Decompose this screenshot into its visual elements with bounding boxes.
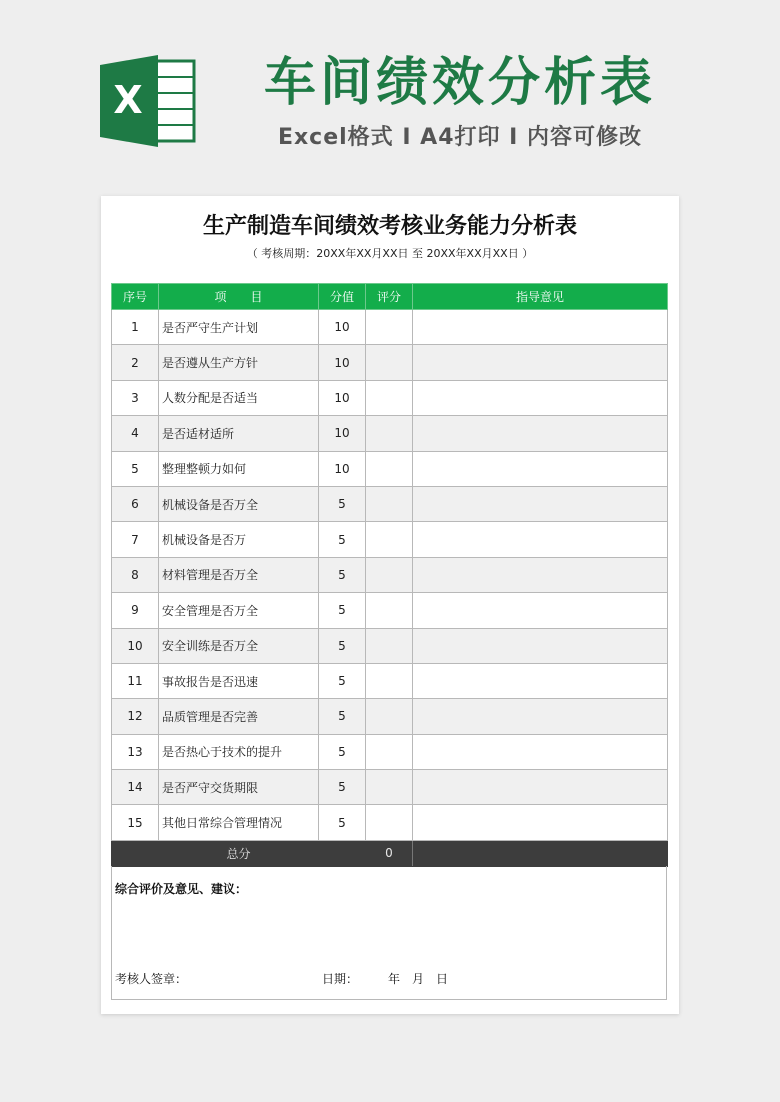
- row-number: 9: [112, 593, 159, 628]
- row-points: 10: [319, 310, 366, 345]
- comment-label: 综合评价及意见、建议：: [115, 882, 248, 896]
- column-header-guidance: 指导意见: [413, 284, 668, 310]
- row-points: 5: [319, 486, 366, 521]
- row-item: 机械设备是否万全: [159, 486, 319, 521]
- signer-label: 考核人签章：: [115, 972, 188, 986]
- banner-subtitle: Excel格式 I A4打印 I 内容可修改: [277, 125, 643, 150]
- row-points: 5: [319, 522, 366, 557]
- total-row: [112, 840, 668, 866]
- column-header-rating: 评分: [366, 284, 413, 310]
- row-points: 10: [319, 416, 366, 451]
- excel-logo-icon: [100, 55, 196, 147]
- total-guidance-cell: [413, 840, 668, 866]
- row-points: 5: [319, 663, 366, 698]
- document-page: [101, 196, 679, 1014]
- row-item: 事故报告是否迅速: [159, 663, 319, 698]
- row-rating-cell[interactable]: [366, 734, 413, 769]
- banner-title: 车间绩效分析表: [263, 53, 656, 113]
- row-guidance-cell[interactable]: [413, 310, 668, 345]
- row-points: 5: [319, 593, 366, 628]
- row-points: 5: [319, 770, 366, 805]
- row-number: 13: [112, 734, 159, 769]
- row-number: 14: [112, 770, 159, 805]
- score-table: [111, 283, 668, 867]
- row-item: 机械设备是否万: [159, 522, 319, 557]
- row-guidance-cell[interactable]: [413, 699, 668, 734]
- table-row: [112, 734, 668, 769]
- table-row: [112, 486, 668, 521]
- row-item: 安全管理是否万全: [159, 593, 319, 628]
- row-rating-cell[interactable]: [366, 380, 413, 415]
- row-guidance-cell[interactable]: [413, 380, 668, 415]
- row-guidance-cell[interactable]: [413, 522, 668, 557]
- row-rating-cell[interactable]: [366, 593, 413, 628]
- row-points: 5: [319, 557, 366, 592]
- row-item: 材料管理是否万全: [159, 557, 319, 592]
- row-guidance-cell[interactable]: [413, 486, 668, 521]
- table-row: [112, 416, 668, 451]
- row-rating-cell[interactable]: [366, 416, 413, 451]
- row-rating-cell[interactable]: [366, 310, 413, 345]
- row-rating-cell[interactable]: [366, 451, 413, 486]
- row-number: 7: [112, 522, 159, 557]
- row-guidance-cell[interactable]: [413, 593, 668, 628]
- row-rating-cell[interactable]: [366, 522, 413, 557]
- row-number: 1: [112, 310, 159, 345]
- banner: [0, 0, 780, 190]
- row-points: 5: [319, 734, 366, 769]
- row-rating-cell[interactable]: [366, 805, 413, 840]
- row-points: 10: [319, 345, 366, 380]
- table-row: [112, 522, 668, 557]
- row-number: 3: [112, 380, 159, 415]
- row-number: 2: [112, 345, 159, 380]
- logo-letter: X: [113, 78, 143, 122]
- row-guidance-cell[interactable]: [413, 663, 668, 698]
- date-label: 日期：: [322, 972, 359, 986]
- row-points: 10: [319, 451, 366, 486]
- row-number: 12: [112, 699, 159, 734]
- row-guidance-cell[interactable]: [413, 770, 668, 805]
- row-number: 10: [112, 628, 159, 663]
- row-item: 是否严守生产计划: [159, 310, 319, 345]
- table-row: [112, 770, 668, 805]
- row-item: 品质管理是否完善: [159, 699, 319, 734]
- table-row: [112, 451, 668, 486]
- row-points: 5: [319, 628, 366, 663]
- row-number: 8: [112, 557, 159, 592]
- assessment-period: （ 考核周期：20XX年XX月XX日 至 20XX年XX月XX日 ）: [246, 247, 534, 260]
- row-rating-cell[interactable]: [366, 628, 413, 663]
- row-rating-cell[interactable]: [366, 345, 413, 380]
- row-item: 是否热心于技术的提升: [159, 734, 319, 769]
- row-guidance-cell[interactable]: [413, 805, 668, 840]
- table-row: [112, 310, 668, 345]
- column-header-item: 项 目: [159, 284, 319, 310]
- row-item: 其他日常综合管理情况: [159, 805, 319, 840]
- table-row: [112, 805, 668, 840]
- row-rating-cell[interactable]: [366, 486, 413, 521]
- row-guidance-cell[interactable]: [413, 734, 668, 769]
- row-guidance-cell[interactable]: [413, 416, 668, 451]
- row-points: 5: [319, 699, 366, 734]
- column-header-no: 序号: [112, 284, 159, 310]
- table-header-row: [112, 284, 668, 310]
- table-row: [112, 345, 668, 380]
- date-fields: 年 月 日: [388, 972, 449, 986]
- table-row: [112, 557, 668, 592]
- row-item: 安全训练是否万全: [159, 628, 319, 663]
- row-guidance-cell[interactable]: [413, 451, 668, 486]
- row-guidance-cell[interactable]: [413, 628, 668, 663]
- row-guidance-cell[interactable]: [413, 557, 668, 592]
- table-row: [112, 380, 668, 415]
- row-rating-cell[interactable]: [366, 770, 413, 805]
- row-item: 整理整顿力如何: [159, 451, 319, 486]
- row-item: 是否严守交货期限: [159, 770, 319, 805]
- total-label: 总分: [112, 840, 366, 866]
- row-number: 15: [112, 805, 159, 840]
- table-row: [112, 699, 668, 734]
- document-title: 生产制造车间绩效考核业务能力分析表: [202, 214, 577, 239]
- column-header-points: 分值: [319, 284, 366, 310]
- total-value: 0: [366, 840, 413, 866]
- row-number: 5: [112, 451, 159, 486]
- row-item: 是否适材适所: [159, 416, 319, 451]
- row-item: 是否遵从生产方针: [159, 345, 319, 380]
- row-rating-cell[interactable]: [366, 663, 413, 698]
- comments-section: [111, 866, 667, 1000]
- table-row: [112, 628, 668, 663]
- row-guidance-cell[interactable]: [413, 345, 668, 380]
- row-rating-cell[interactable]: [366, 557, 413, 592]
- table-row: [112, 663, 668, 698]
- row-item: 人数分配是否适当: [159, 380, 319, 415]
- row-number: 4: [112, 416, 159, 451]
- row-rating-cell[interactable]: [366, 699, 413, 734]
- row-points: 10: [319, 380, 366, 415]
- row-number: 11: [112, 663, 159, 698]
- table-row: [112, 593, 668, 628]
- row-number: 6: [112, 486, 159, 521]
- row-points: 5: [319, 805, 366, 840]
